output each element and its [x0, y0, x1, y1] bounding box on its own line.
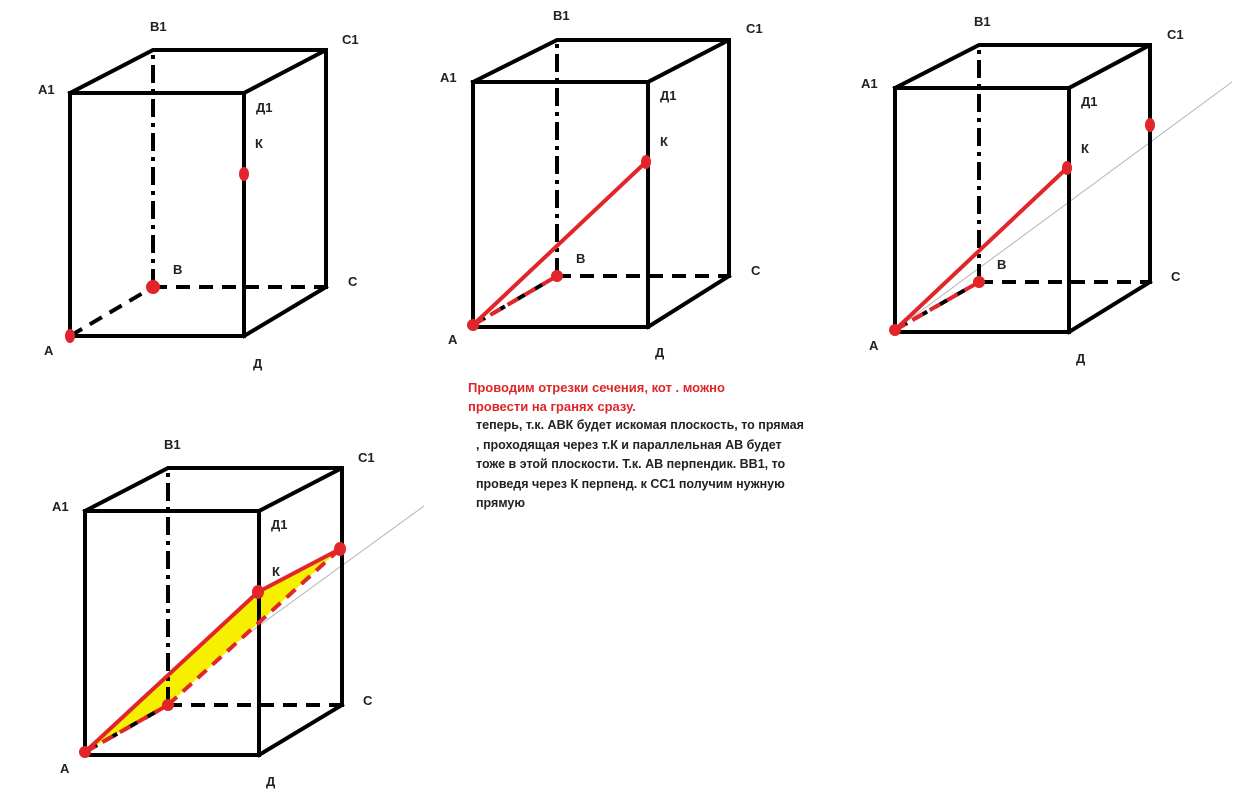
- label-c1: С1: [746, 21, 763, 36]
- top-face-edges: [70, 50, 326, 93]
- label-d: Д: [253, 356, 263, 371]
- hidden-edge-ab: [70, 287, 153, 336]
- label-c1: С1: [342, 32, 359, 47]
- point-a: [65, 329, 75, 343]
- guide-line: [895, 82, 1232, 330]
- point-k: [1062, 161, 1072, 175]
- label-k: К: [255, 136, 263, 151]
- label-b: В: [576, 251, 586, 266]
- note-explanation: [476, 416, 836, 514]
- edge-dc: [259, 705, 342, 755]
- label-c: С: [1171, 269, 1181, 284]
- label-a: А: [448, 332, 458, 347]
- label-d1: Д1: [1081, 94, 1098, 109]
- label-d: Д: [266, 774, 276, 789]
- label-a1: А1: [861, 76, 878, 91]
- point-a: [467, 319, 479, 331]
- point-k: [239, 167, 249, 181]
- label-b1: В1: [164, 437, 181, 452]
- point-b: [973, 276, 985, 288]
- front-face: [70, 93, 244, 336]
- label-k: К: [1081, 141, 1089, 156]
- label-a1: А1: [38, 82, 55, 97]
- section-line-ak: [895, 168, 1067, 330]
- top-face-edges: [895, 45, 1150, 88]
- edge-dc: [648, 276, 729, 327]
- point-k: [641, 155, 651, 169]
- label-d1: Д1: [660, 88, 677, 103]
- section-line-ak: [473, 162, 646, 325]
- point-a: [889, 324, 901, 336]
- label-k: К: [272, 564, 280, 579]
- label-b1: В1: [150, 19, 167, 34]
- label-a1: А1: [52, 499, 69, 514]
- top-face-edges: [85, 468, 342, 511]
- figure-1: [38, 19, 359, 371]
- label-c: С: [751, 263, 761, 278]
- figure-4: [52, 437, 424, 789]
- label-c: С: [348, 274, 358, 289]
- point-k: [252, 585, 264, 599]
- label-c: С: [363, 693, 373, 708]
- note-line-3: тоже в этой плоскости. Т.к. АВ перпендик. ВВ1, то: [476, 457, 786, 471]
- point-b: [162, 699, 174, 711]
- edge-dc: [244, 287, 326, 336]
- point-on-cc1: [334, 542, 346, 556]
- note-red: [468, 378, 798, 416]
- point-on-cc1: [1145, 118, 1155, 132]
- label-c1: С1: [358, 450, 375, 465]
- label-b: В: [173, 262, 183, 277]
- figure-2: [440, 8, 763, 360]
- label-d: Д: [1076, 351, 1086, 366]
- note-line-4: проведя через К перпенд. к СС1 получим нужную: [476, 476, 785, 491]
- point-b: [551, 270, 563, 282]
- note-red-line-1: Проводим отрезки сечения, кот . можно: [468, 380, 725, 395]
- label-a: А: [869, 338, 879, 353]
- top-face-edges: [473, 40, 729, 82]
- front-face: [895, 88, 1069, 332]
- point-a: [79, 746, 91, 758]
- label-d1: Д1: [256, 100, 273, 115]
- label-d1: Д1: [271, 517, 288, 532]
- label-a: А: [44, 343, 54, 358]
- label-c1: С1: [1167, 27, 1184, 42]
- label-b: В: [997, 257, 1007, 272]
- note-red-line-2: провести на гранях сразу.: [468, 399, 636, 414]
- edge-dc: [1069, 282, 1150, 332]
- section-fill: [85, 549, 340, 752]
- section-line-ak: [85, 592, 258, 752]
- label-b1: В1: [974, 14, 991, 29]
- label-k: К: [660, 134, 668, 149]
- label-a1: А1: [440, 70, 457, 85]
- label-d: Д: [655, 345, 665, 360]
- note-line-5: прямую: [476, 496, 526, 510]
- figure-3: [861, 14, 1232, 366]
- front-face: [473, 82, 648, 327]
- note-line-2: , проходящая через т.К и параллельная АВ будет: [476, 437, 782, 452]
- note-line-1: теперь, т.к. АВК будет искомая плоскость, то прямая: [476, 418, 804, 432]
- point-b: [146, 280, 160, 294]
- label-a: А: [60, 761, 70, 776]
- label-b1: В1: [553, 8, 570, 23]
